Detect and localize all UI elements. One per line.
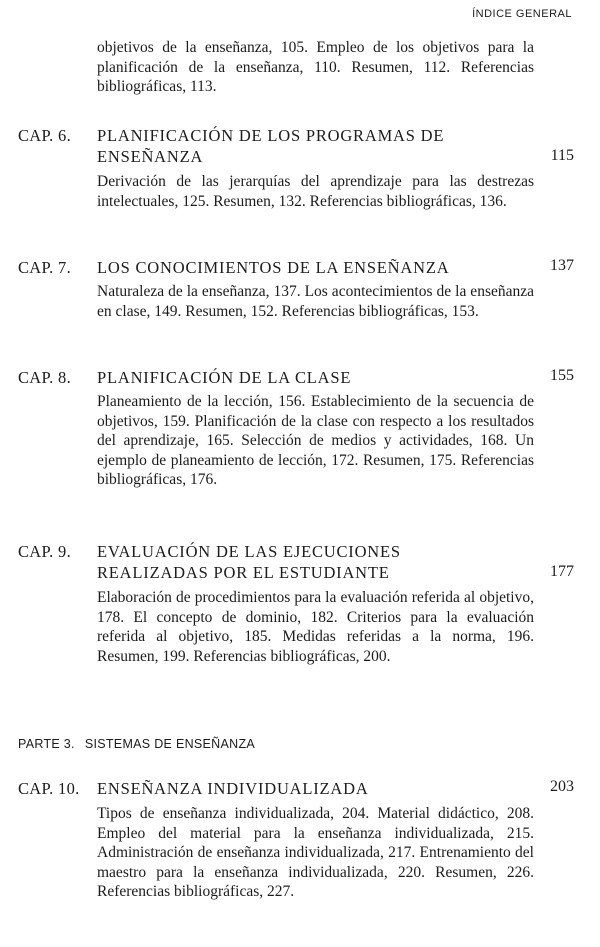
chapter-10-title-line-1: ENSEÑANZA INDIVIDUALIZADA [97, 779, 369, 798]
chapter-6-summary: Derivación de las jerarquías del aprendizaje para las destrezas intelectuales, 125. Resumen, 132. Referencias bibliográficas, 136. [97, 173, 534, 210]
chapter-8-title [97, 367, 537, 388]
chapter-8-summary: Planeamiento de la lección, 156. Establecimiento de la secuencia de objetivos, 159. Planificación de la clase con respecto a los resultados del aprendizaje, 165. Selección de medios y actividades, 168. Un ejemplo de planeamiento de lección, 172. Resumen, 175. Referencias bibliográficas, 176. [97, 393, 534, 488]
chapter-6-title [97, 125, 537, 167]
chapter-10-summary: Tipos de enseñanza individualizada, 204. Material didáctico, 208. Empleo del material para la enseñanza individualizada, 215. Administración de enseñanza individualizada, 217. Entrenamiento del maestro para la enseñanza individualizada, 220. Resumen, 226. Referencias bibliográficas, 227. [97, 805, 534, 900]
chapter-9-summary: Elaboración de procedimientos para la evaluación referida al objetivo, 178. El concepto de dominio, 182. Criterios para la evaluación referida al objetivo, 185. Medidas referidas a la norma, 196. Resumen, 199. Referencias bibliográficas, 200. [97, 589, 534, 665]
chapter-6-title-line-2: ENSEÑANZA [97, 147, 204, 166]
chapter-10-title [97, 778, 537, 799]
chapter-9-title [97, 541, 537, 583]
chapter-7-summary: Naturaleza de la enseñanza, 137. Los acontecimientos de la enseñanza en clase, 149. Resumen, 152. Referencias bibliográficas, 153. [97, 283, 534, 320]
chapter-9-label: CAP. 9. [18, 542, 71, 561]
intro-summary: objetivos de la enseñanza, 105. Empleo de los objetivos para la planificación de la enseñanza, 110. Resumen, 112. Referencias bibliográficas, 113. [97, 39, 534, 95]
part-3-heading [18, 737, 255, 751]
chapter-8-title-line-1: PLANIFICACIÓN DE LA CLASE [97, 368, 352, 387]
chapter-6-label: CAP. 6. [18, 126, 71, 145]
chapter-7-label: CAP. 7. [18, 258, 71, 277]
chapter-9-page: 177 [550, 563, 574, 580]
chapter-8-page: 155 [550, 367, 574, 384]
part-3-label: PARTE 3. [18, 737, 75, 751]
chapter-9-title-line-1: EVALUACIÓN DE LAS EJECUCIONES [97, 542, 401, 561]
chapter-6-page: 115 [550, 147, 574, 164]
chapter-10-label: CAP. 10. [18, 779, 80, 798]
chapter-6-title-line-1: PLANIFICACIÓN DE LOS PROGRAMAS DE [97, 126, 445, 145]
chapter-9-title-line-2: REALIZADAS POR EL ESTUDIANTE [97, 563, 390, 582]
chapter-7-title-line-1: LOS CONOCIMIENTOS DE LA ENSEÑANZA [97, 258, 450, 277]
chapter-7-page: 137 [550, 257, 574, 274]
chapter-7-title [97, 257, 537, 278]
running-head: ÍNDICE GENERAL [472, 8, 572, 20]
part-3-title: SISTEMAS DE ENSEÑANZA [84, 737, 256, 751]
chapter-10-page: 203 [550, 778, 574, 795]
chapter-8-label: CAP. 8. [18, 368, 71, 387]
